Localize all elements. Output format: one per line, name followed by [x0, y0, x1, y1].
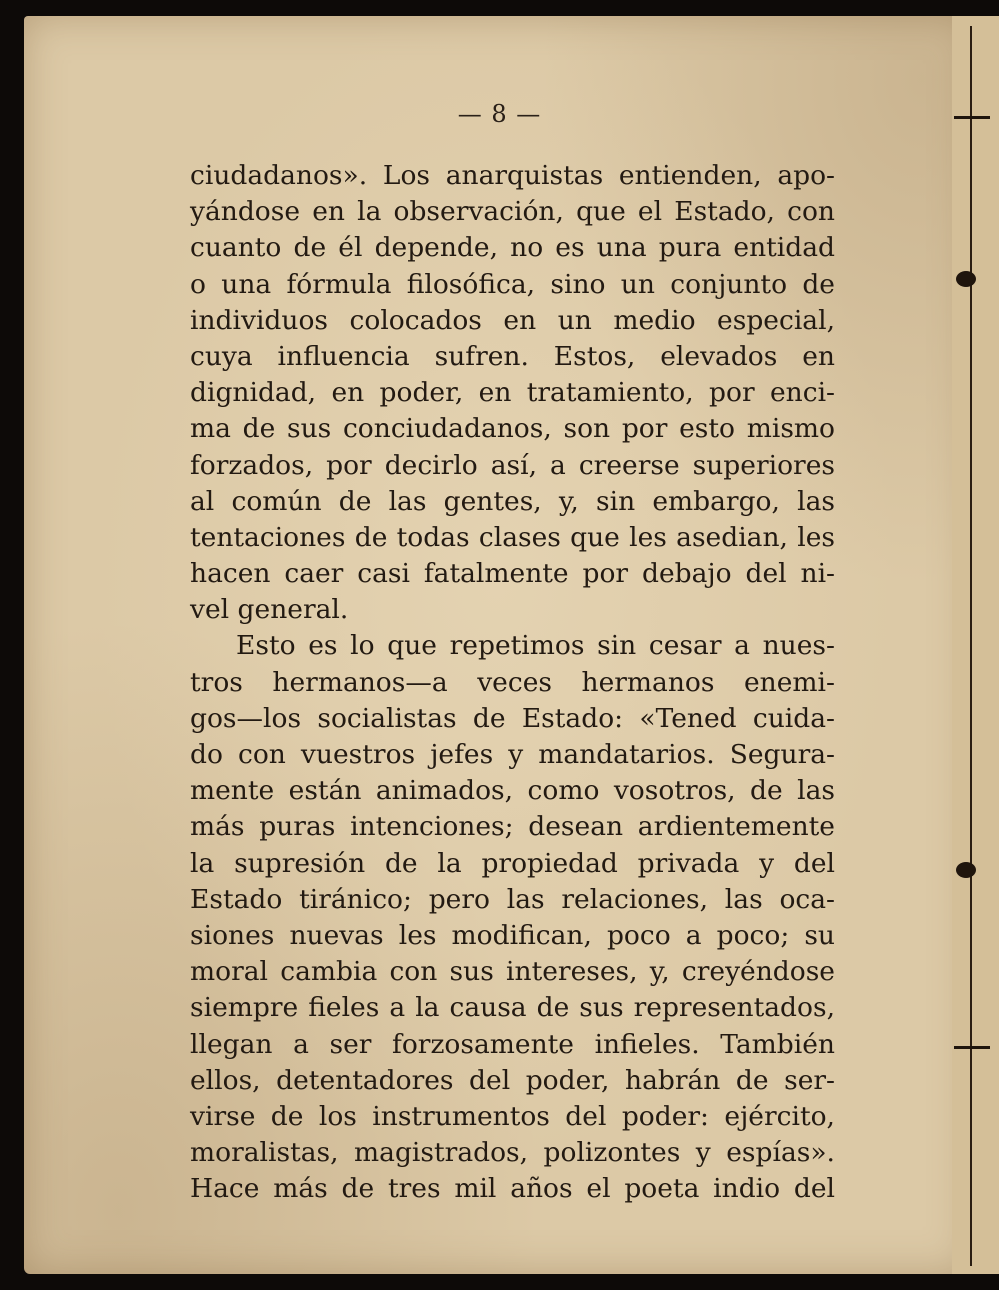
- binding-stitch-mark: [956, 271, 976, 287]
- text-line: mente están animados, como vosotros, de las: [190, 775, 835, 807]
- text-line: yándose en la observación, que el Estado, con: [190, 196, 835, 228]
- binding-stitch: [954, 1046, 990, 1049]
- text-line: ciudadanos». Los anarquistas entienden, apo-: [190, 160, 835, 191]
- text-line: gos—los socialistas de Estado: «Tened cuida-: [190, 702, 835, 734]
- text-line: hacen caer casi fatalmente por debajo del ni-: [190, 558, 835, 590]
- text-line: vel general.: [190, 594, 349, 626]
- text-line: Estado tiránico; pero las relaciones, las oca-: [190, 883, 835, 915]
- text-line: ma de sus conciudadanos, son por esto mismo: [190, 413, 835, 445]
- page-number: — 8 —: [457, 100, 542, 128]
- text-line: o una fórmula filosófica, sino un conjunto de: [190, 268, 835, 300]
- text-line: individuos colocados en un medio especial,: [190, 304, 835, 336]
- text-line: más puras intenciones; desean ardientemente: [190, 811, 835, 843]
- text-line: siones nuevas les modifican, poco a poco; su: [190, 919, 835, 951]
- text-line: llegan a ser forzosamente infieles. También: [190, 1028, 835, 1060]
- body-text: [190, 158, 835, 1207]
- text-line: tros hermanos—a veces hermanos enemi-: [190, 666, 835, 698]
- text-line: moral cambia con sus intereses, y, creyéndose: [190, 956, 835, 988]
- paragraph: [190, 628, 835, 1207]
- text-line: al común de las gentes, y, sin embargo, las: [190, 485, 835, 517]
- text-line: forzados, por decirlo así, a creerse superiores: [190, 449, 835, 481]
- text-line: Hace más de tres mil años el poeta indio del: [190, 1173, 835, 1205]
- text-line: Esto es lo que repetimos sin cesar a nues-: [236, 630, 835, 662]
- text-line: dignidad, en poder, en tratamiento, por enci-: [190, 377, 835, 409]
- text-line: cuya influencia sufren. Estos, elevados en: [190, 340, 835, 372]
- text-line: cuanto de él depende, no es una pura entidad: [190, 232, 835, 264]
- text-line: la supresión de la propiedad privada y del: [190, 847, 835, 879]
- binding-line: [970, 26, 972, 1266]
- binding-stitch-mark: [956, 862, 976, 878]
- binding-edge: [952, 16, 999, 1274]
- text-line: ellos, detentadores del poder, habrán de ser-: [190, 1064, 835, 1096]
- text-line: tentaciones de todas clases que les asedian, les: [190, 521, 835, 553]
- text-line: moralistas, magistrados, polizontes y espías».: [190, 1137, 835, 1169]
- text-line: siempre fieles a la causa de sus representados,: [190, 992, 835, 1024]
- text-line: do con vuestros jefes y mandatarios. Segura-: [190, 739, 835, 770]
- text-line: virse de los instrumentos del poder: ejército,: [190, 1100, 835, 1132]
- paragraph: [190, 158, 835, 628]
